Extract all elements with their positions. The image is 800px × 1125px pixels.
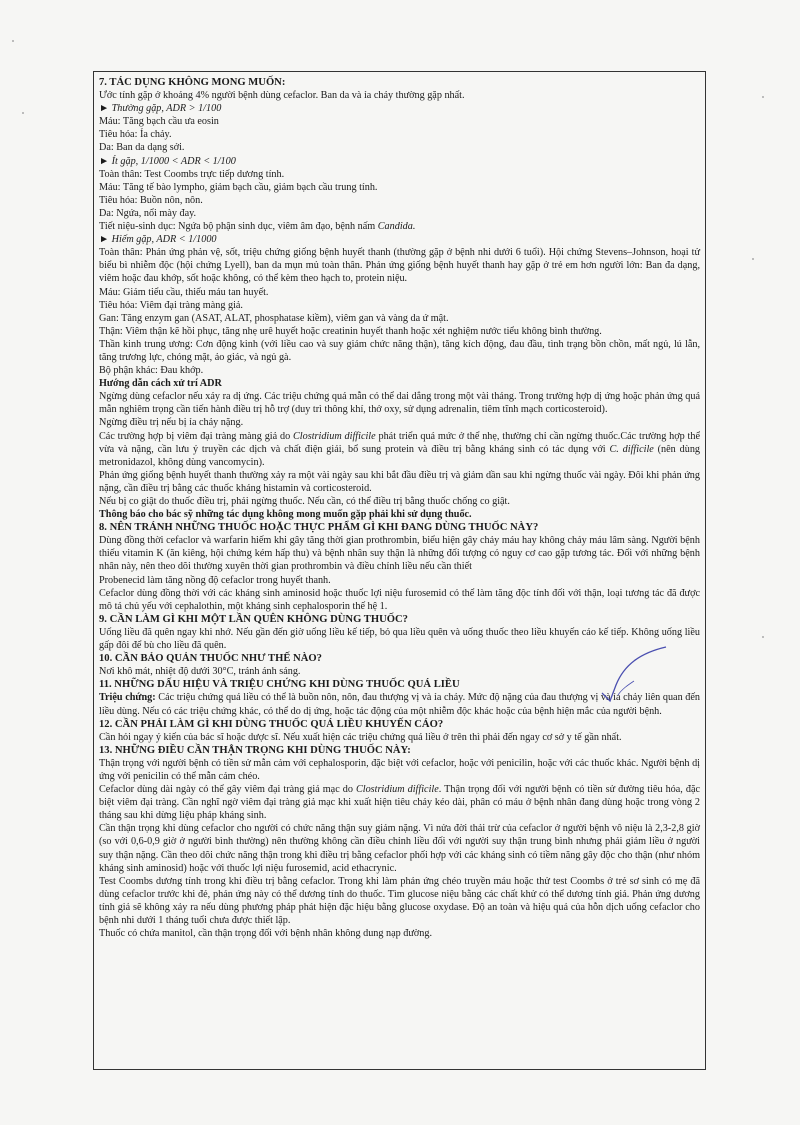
- uncommon-item: Da: Ngứa, nổi mày đay.: [99, 207, 197, 219]
- s13-paragraph: Thuốc có chứa manitol, cần thận trọng đối với bệnh nhân không dung nạp đường.: [99, 928, 433, 940]
- section-10-heading: 10. CẦN BẢO QUẢN THUỐC NHƯ THẾ NÀO?: [99, 653, 322, 665]
- guide-3d: C. difficile: [609, 443, 654, 455]
- rare-item: Thận: Viêm thận kẽ hồi phục, tăng nhẹ urê huyết hoặc creatinin huyết thanh hoặc xét nghiệm nước tiểu không bình thường.: [99, 325, 602, 337]
- s8-paragraph: Dùng đồng thời cefaclor và warfarin hiếm khi gây tăng thời gian prothrombin, biểu hiện gây chảy máu hay không chảy máu lâm sàng. Người bệnh thiếu vitamin K (ăn kiêng, hội chứng kém hấp thu) và bệnh nhân suy thận là những đối tượng có nguy cơ cao gặp tương tác. Đối với những bệnh nhân này, nên theo dõi thường xuyên thời gian prothrombin và điều chỉnh liều nếu cần thiết: [99, 535, 700, 573]
- common-item: Da: Ban da dạng sởi.: [99, 142, 185, 154]
- s13-paragraph-colitis: [99, 783, 700, 822]
- uncommon-item-last: [99, 220, 700, 233]
- s11-label: Triệu chứng:: [99, 692, 156, 704]
- s13-paragraph: Thận trọng với người bệnh có tiền sử mẫn cảm với cephalosporin, đặc biệt với cefaclor, hoặc với penicilin, hoặc với các thuốc khác. Người bệnh dị ứng với penicilin có thể mẫn cảm chéo.: [99, 757, 700, 782]
- uncommon-last-text: Tiết niệu-sinh dục: Ngứa bộ phận sinh dục, viêm âm đạo, bệnh nấm: [99, 221, 378, 233]
- rare-label: ► Hiếm gặp, ADR < 1/1000: [99, 234, 217, 246]
- s11-text: Các triệu chứng quá liều có thể là buồn nôn, nôn, đau thượng vị và ỉa chảy. Mức độ nặng của đau thượng vị và ỉa chảy liên quan đến liều dùng. Nếu có các triệu chứng khác, có thể do dị ứng, hoặc tác động của một nhiễm độc khác hoặc của bệnh hiện mắc của người bệnh.: [99, 692, 701, 717]
- adr-guide-heading: Hướng dẫn cách xử trí ADR: [99, 378, 222, 390]
- section-9-heading: 9. CẦN LÀM GÌ KHI MỘT LẦN QUÊN KHÔNG DÙNG THUỐC?: [99, 613, 408, 625]
- candida-italic: Candida.: [377, 221, 416, 233]
- s8-paragraph: Cefaclor dùng đồng thời với các kháng sinh aminosid hoặc thuốc lợi niệu furosemid có thể làm tăng độc tính đối với thận, loại tương tác đã được mô tả chủ yếu với cephalothin, một kháng sinh cephalosporin thế hệ 1.: [99, 587, 700, 612]
- rare-item: Bộ phận khác: Đau khớp.: [99, 365, 204, 377]
- s8-paragraph: Probenecid làm tăng nồng độ cefaclor trong huyết thanh.: [99, 574, 331, 586]
- s13-p2a: Cefaclor dùng dài ngày có thể gây viêm đại tràng giả mạc do: [99, 784, 356, 796]
- section-8-heading: 8. NÊN TRÁNH NHỮNG THUỐC HOẶC THỰC PHẨM GÌ KHI ĐANG DÙNG THUỐC NÀY?: [99, 522, 539, 534]
- guide-paragraph: Phản ứng giống bệnh huyết thanh thường xảy ra một vài ngày sau khi bắt đầu điều trị và giảm dần sau khi ngừng thuốc vài ngày. Đôi khi phản ứng nặng, cần điều trị bằng các thuốc kháng histamin và corticosteroid.: [99, 469, 700, 494]
- s9-paragraph: Uống liều đã quên ngay khi nhớ. Nếu gần đến giờ uống liều kế tiếp, bỏ qua liều quên và uống thuốc theo liều khuyến cáo kế tiếp. Không uống liều gấp đôi để bù cho liều đã quên.: [99, 626, 700, 652]
- s10-paragraph: Nơi khô mát, nhiệt độ dưới 30°C, tránh ánh sáng.: [99, 666, 301, 678]
- s12-paragraph: Cần hỏi ngay ý kiến của bác sĩ hoặc dược sĩ. Nếu xuất hiện các triệu chứng quá liều ở trên thì phải đến ngay cơ sở y tế gần nhất.: [99, 731, 622, 743]
- uncommon-item: Máu: Tăng tế bào lympho, giảm bạch cầu, giảm bạch cầu trung tính.: [99, 181, 378, 193]
- guide-paragraph: Ngừng điều trị nếu bị ỉa chảy nặng.: [99, 417, 244, 429]
- uncommon-item: Toàn thân: Test Coombs trực tiếp dương tính.: [99, 168, 285, 180]
- guide-paragraph: Ngừng dùng cefaclor nếu xảy ra dị ứng. Các triệu chứng quá mẫn có thể dai dẳng trong một vài tháng. Trong trường hợp dị ứng hoặc phản ứng quá mẫn nghiêm trọng cần tiến hành điều trị hỗ trợ (duy trì thông khí, thở oxy, sử dụng adrenalin, tiêm tĩnh mạch corticosteroid).: [99, 391, 700, 416]
- uncommon-item: Tiêu hóa: Buồn nôn, nôn.: [99, 194, 203, 206]
- notify-doctor-note: Thông báo cho bác sỹ những tác dụng không mong muốn gặp phải khi sử dụng thuốc.: [99, 509, 472, 521]
- rare-item: Toàn thân: Phản ứng phản vệ, sốt, triệu chứng giống bệnh huyết thanh (thường gặp ở bệnh nhi dưới 6 tuổi). Hội chứng Stevens–Johnson, hoại tử biểu bì nhiễm độc (hội chứng Lyell), ban da mụn mủ toàn thân. Phản ứng giống bệnh huyết thanh hay gặp ở trẻ em hơn người lớn: Ban đa dạng, viêm hoặc đau khớp, sốt hoặc không, có thể kèm theo hạch to, protein niệu.: [99, 247, 700, 285]
- guide-3e: (nên dùng metronidazol, không dùng vancomycin).: [99, 443, 701, 468]
- section-11-heading: 11. NHỮNG DẤU HIỆU VÀ TRIỆU CHỨNG KHI DÙNG THUỐC QUÁ LIỀU: [99, 679, 460, 691]
- s13-paragraph: Test Coombs dương tính trong khi điều trị bằng cefaclor. Trong khi làm phản ứng chéo truyền máu hoặc thử test Coombs ở trẻ sơ sinh có mẹ đã dùng cefaclor trước khi đẻ, phản ứng này có thể dương tính do thuốc. Tìm glucose niệu bằng các chất khử có thể dương tính giả. Phản ứng dương tính giả sẽ không xảy ra nếu dùng phương pháp phát hiện đặc hiệu bằng glucose oxydase. Độ an toàn và hiệu quả của hỗn dịch uống cefaclor cho bệnh nhi dưới 1 tháng tuổi chưa được thiết lập.: [99, 875, 700, 926]
- rare-item: Gan: Tăng enzym gan (ASAT, ALAT, phosphatase kiềm), viêm gan và vàng da ứ mật.: [99, 312, 449, 324]
- guide-paragraph-colitis: [99, 430, 700, 469]
- section-7-heading: 7. TÁC DỤNG KHÔNG MONG MUỐN:: [99, 77, 286, 88]
- document-page: [93, 71, 706, 1070]
- uncommon-label: ► Ít gặp, 1/1000 < ADR < 1/100: [99, 155, 236, 167]
- handwritten-signature: [600, 645, 670, 705]
- rare-item: Máu: Giảm tiểu cầu, thiếu máu tan huyết.: [99, 286, 269, 298]
- guide-3c: phát triển quá mức ở thể nhẹ, thường chỉ cần ngừng thuốc.Các trường hợp thể vừa và nặng, cần lưu ý truyền các dịch và chất điện giải, bổ sung protein và điều trị bằng kháng sinh có tác dụng với: [99, 430, 700, 455]
- guide-3a: Các trường hợp bị viêm đại tràng màng giả do: [99, 430, 294, 442]
- rare-item: Thần kinh trung ương: Cơn động kinh (với liều cao và suy giảm chức năng thận), tăng kích động, đau đầu, tình trạng bồn chồn, mất ngủ, lú lẫn, tăng trương lực, chóng mặt, ảo giác, và ngủ gà.: [99, 338, 700, 363]
- rare-item: Tiêu hóa: Viêm đại tràng màng giả.: [99, 299, 243, 311]
- guide-paragraph: Nếu bị co giật do thuốc điều trị, phải ngừng thuốc. Nếu cần, có thể điều trị bằng thuốc chống co giật.: [99, 496, 510, 507]
- s7-intro: Ước tính gặp ở khoảng 4% người bệnh dùng cefaclor. Ban da và ỉa chảy thường gặp nhất.: [99, 90, 465, 102]
- s13-paragraph: Cần thận trọng khi dùng cefaclor cho người có chức năng thận suy giảm nặng. Vì nửa đời thải trừ của cefaclor ở người bệnh vô niệu là 2,3-2,8 giờ (so với 0,6-0,9 giờ ở người bình thường) nên thường không cần điều chỉnh liều đối với người suy thận trung bình nhưng phải giảm liều ở người suy thận nặng. Cần theo dõi chức năng thận trong khi điều trị bằng cefaclor phối hợp với các kháng sinh có tiềm năng gây độc cho thận (như nhóm kháng sinh aminosid) hoặc với thuốc lợi niệu furosemid, acid ethacrynic.: [99, 823, 700, 874]
- common-item: Tiêu hóa: Ỉa chảy.: [99, 129, 172, 141]
- section-13-heading: 13. NHỮNG ĐIỀU CẦN THẬN TRỌNG KHI DÙNG THUỐC NÀY:: [99, 744, 411, 756]
- s13-p2b: Clostridium difficile: [355, 784, 439, 796]
- common-item: Máu: Tăng bạch cầu ưa eosin: [99, 116, 219, 128]
- guide-3b: Clostridium difficile: [293, 430, 376, 442]
- s13-p2c: . Thận trọng đối với người bệnh có tiền sử đường tiêu hóa, đặc biệt viêm đại tràng. Cần nghĩ ngờ viêm đại tràng giả mạc khi xuất hiện tiêu chảy kéo dài, phân có máu ở bệnh nhân đang dùng hoặc trong vòng 2 tháng sau khi dừng liệu pháp kháng sinh.: [99, 784, 700, 822]
- common-label: ► Thường gặp, ADR > 1/100: [99, 103, 222, 115]
- section-12-heading: 12. CẦN PHẢI LÀM GÌ KHI DÙNG THUỐC QUÁ LIỀU KHUYẾN CÁO?: [99, 718, 444, 730]
